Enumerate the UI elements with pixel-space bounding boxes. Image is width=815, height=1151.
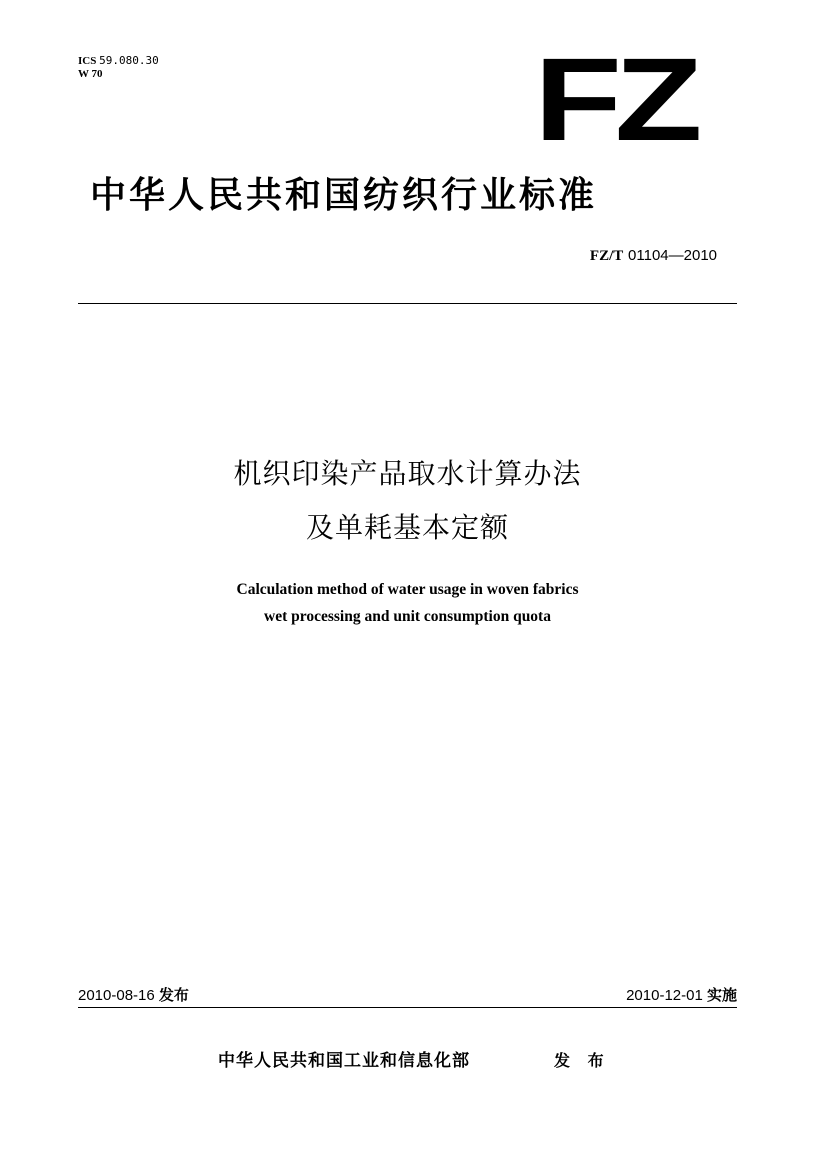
publish-date: 2010-08-16 — [78, 987, 155, 1004]
issuer-action: 发 布 — [554, 1051, 610, 1070]
ccs-code: W 70 — [78, 68, 103, 80]
publish-date-block — [78, 984, 189, 1005]
title-en-line1: Calculation method of water usage in woven fabrics — [236, 581, 579, 598]
ics-code: 59.080.30 — [99, 54, 159, 67]
footer-divider — [78, 1007, 737, 1008]
implement-date: 2010-12-01 — [626, 987, 703, 1004]
standard-number — [590, 246, 717, 265]
implement-label: 实施 — [706, 986, 737, 1004]
ics-label: ICS — [78, 55, 97, 67]
implement-date-block — [626, 984, 737, 1005]
standard-number-value: 01104—2010 — [628, 247, 717, 264]
issuer-name: 中华人民共和国工业和信息化部 — [218, 1051, 470, 1071]
title-zh-line1: 机织印染产品取水计算办法 — [233, 457, 582, 490]
ccs-line — [78, 68, 159, 81]
header-divider — [78, 303, 737, 304]
title-en-line2: wet processing and unit consumption quota — [264, 608, 551, 625]
classification-codes — [78, 54, 159, 81]
ics-line — [78, 54, 159, 68]
standard-category-title: 中华人民共和国纺织行业标准 — [90, 175, 598, 216]
title-zh-line2: 及单耗基本定额 — [305, 511, 509, 544]
publish-label: 发布 — [158, 986, 189, 1004]
fz-logo: FZ — [534, 34, 696, 166]
standard-number-prefix: FZ/T — [589, 248, 624, 264]
